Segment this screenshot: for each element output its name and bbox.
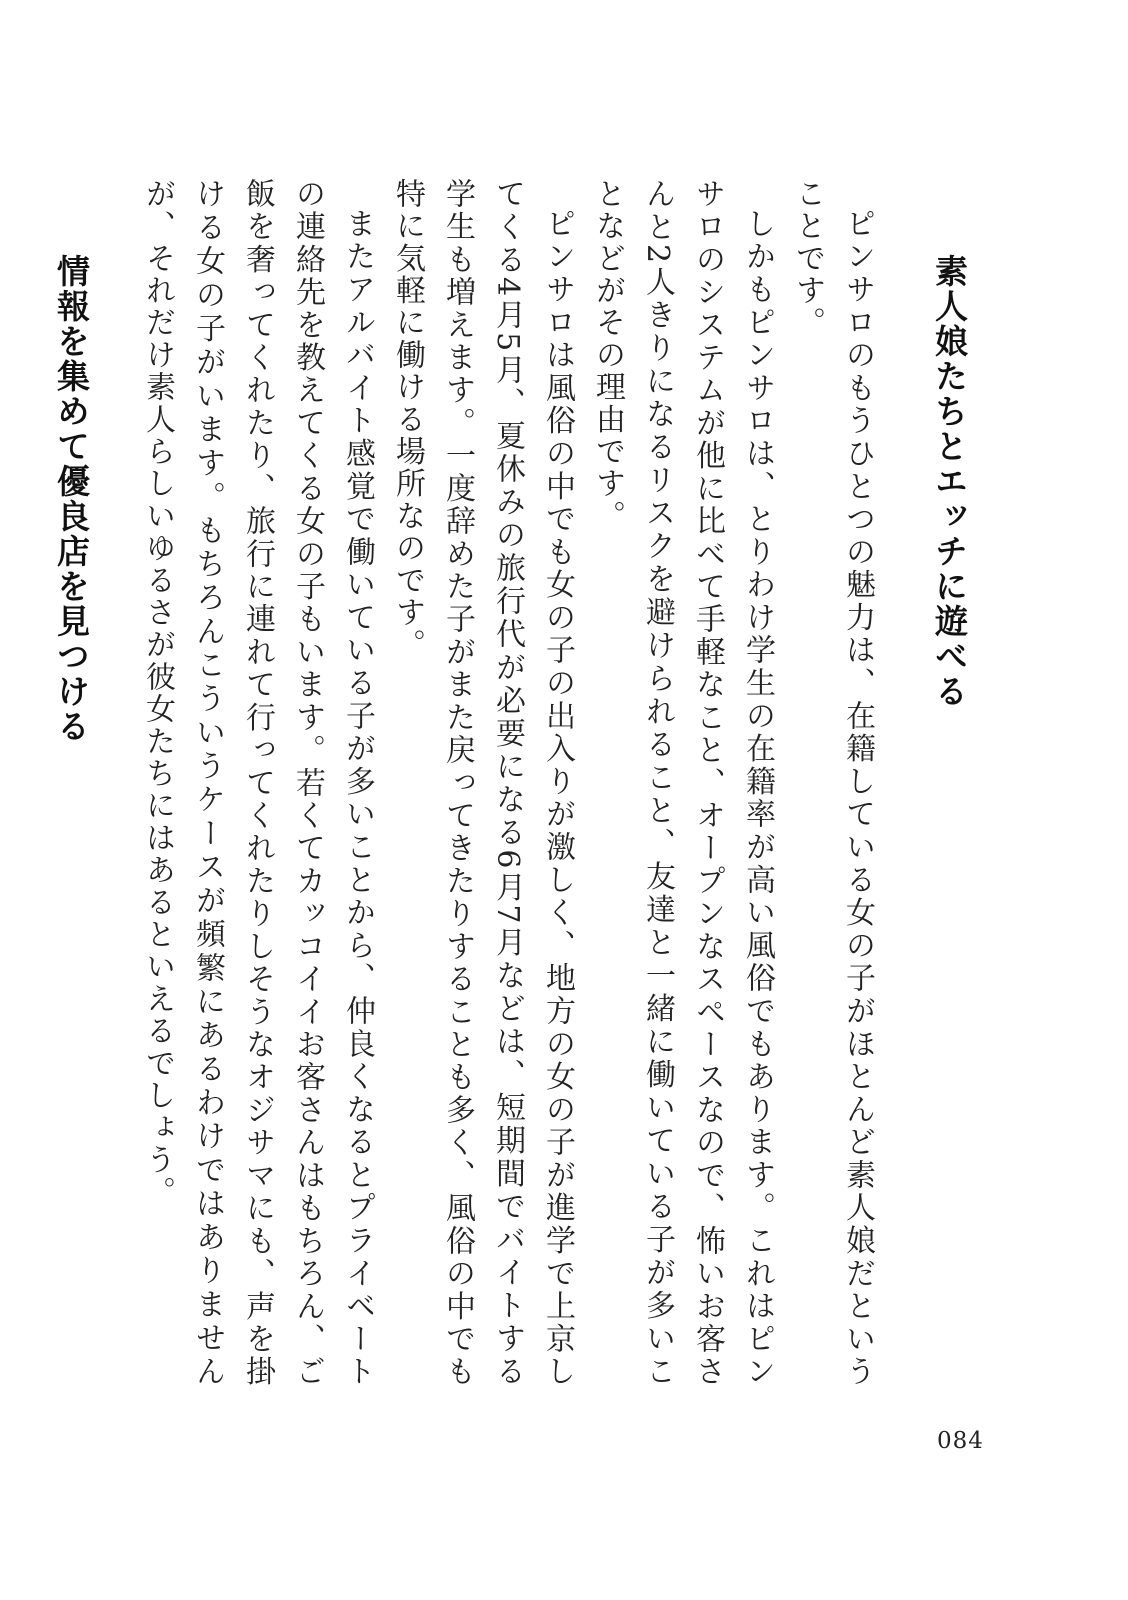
paragraph: またアルバイト感覚で働いている子が多いことから、仲良くなるとプライベートの連絡先を教えてくる女の子もいます。若くてカッコイイお客さんはもちろん、ご飯を奢ってくれたり、旅行に連れて行ってくれたりしそうなオジサマにも、声を掛ける女の子がいます。もちろんこういうケースが頻繁にあるわけではありませんが、それだけ素人らしいゆるさが彼女たちにはあるといえるでしょう。: [140, 178, 375, 1388]
section-heading-find-good-shop: 情報を集めて優良店を見つける: [52, 254, 91, 744]
section-heading-amateur-girls: 素人娘たちとエッチに遊べる: [930, 254, 969, 709]
vertical-text-body: [0, 178, 974, 1388]
paragraph: ピンサロのもうひとつの魅力は、在籍している女の子がほとんど素人娘だということです。: [790, 178, 875, 1388]
paragraph: [0, 178, 4, 1388]
page-number: 084: [937, 1428, 984, 1454]
paragraph: しかもピンサロは、とりわけ学生の在籍率が高い風俗でもあります。これはピンサロのシステムが他に比べて手軽なこと、オープンなスペースなので、怖いお客さんと2人きりになるリスクを避けられること、友達と一緒に働いている子が多いことなどがその理由です。: [590, 178, 775, 1388]
paragraph: ピンサロは風俗の中でも女の子の出入りが激しく、地方の女の子が進学で上京してくる4月5月、夏休みの旅行代が必要になる6月7月などは、短期間でバイトする学生も増えます。一度辞めた子がまた戻ってきたりすることも多く、風俗の中でも特に気軽に働ける場所なのです。: [390, 178, 575, 1388]
